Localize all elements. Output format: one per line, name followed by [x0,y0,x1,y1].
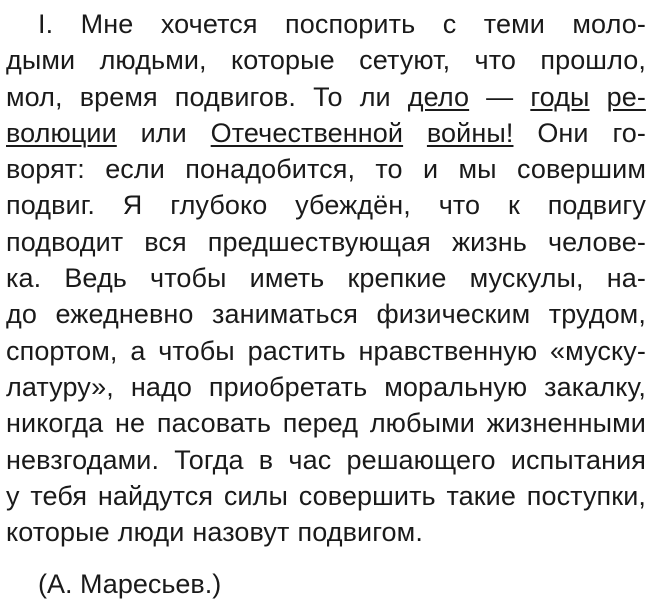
word: моло- [572,9,646,39]
word: решающего [346,444,496,475]
word: I. [38,9,54,39]
text-line [6,369,646,405]
word: го- [612,117,646,148]
word: сетуют, [359,45,451,76]
word: а [130,335,146,366]
word: физическим [376,299,531,330]
word: совершим [517,154,646,185]
word: прошло, [540,45,646,76]
word: хочется [160,9,258,39]
word: мол, [6,81,63,112]
word: подвигов. [174,81,297,112]
word: Тогда [174,444,244,475]
word: найдутся [97,480,214,511]
word: мускулы, [469,263,584,294]
word: чтобы [150,263,227,294]
word: годы [530,81,590,112]
word: что [474,45,516,76]
word: иметь [249,263,325,294]
text-line [6,333,646,369]
word: перед [282,408,359,439]
word: приобретать [208,371,368,402]
text-line [6,405,646,441]
word: час [288,444,332,475]
text-line [6,260,646,296]
text-line [6,79,646,115]
word: в [258,444,274,475]
word: закалку, [544,371,646,402]
word: чтобы [158,335,235,366]
word: жизнь [451,226,527,257]
word: мы [458,154,497,185]
word: такие [446,480,516,511]
word: которые [6,517,110,548]
text-line [6,442,646,478]
text-line [6,514,646,550]
word: что [438,190,481,221]
author-attribution: (А. Маресьев.) [38,569,222,599]
word: войны! [426,117,514,148]
word: испытания [510,444,646,475]
word: То [313,81,343,112]
word: поступки, [526,480,646,511]
word: если [105,154,165,185]
word: тебя [30,480,88,511]
word: Ведь [64,263,127,294]
text-line [6,151,646,187]
word: ежедневно [55,299,194,330]
word: ворят: [6,154,85,185]
exercise-paragraph [6,6,646,550]
word: подвиг. [6,190,95,221]
word: подвигу [547,190,646,221]
text-line [6,296,646,332]
word: никогда [6,408,104,439]
word: людьми, [99,45,207,76]
word: надо [130,371,192,402]
word: теми [483,9,545,39]
text-line [6,115,646,151]
word: растить [247,335,346,366]
text-line [6,42,646,78]
word: время [79,81,158,112]
word: пасовать [156,408,271,439]
word: убеждён, [295,190,411,221]
word: невзгодами. [6,444,160,475]
word: у [6,480,20,511]
word: ре- [606,81,646,112]
word: или [140,117,187,148]
word: которые [231,45,335,76]
word: подводит [6,226,124,257]
word: на- [606,263,646,294]
word: не [114,408,146,439]
word: волюции [6,117,117,148]
word: Я [122,190,143,221]
word: Мне [80,9,134,39]
word: заниматься [212,299,358,330]
word: назовут [192,517,290,548]
text-line [6,478,646,514]
word: совершить [298,480,436,511]
word: моральную [384,371,528,402]
word: с [442,9,457,39]
word: люди [117,517,185,548]
word: глубоко [170,190,268,221]
word: «муску- [550,335,646,366]
word: спортом, [6,335,118,366]
text-line [6,6,646,42]
word: латуру», [6,371,114,402]
word: предшествующая [207,226,431,257]
word: жизненными [486,408,646,439]
word: дело [407,81,470,112]
word: до [6,299,37,330]
word: трудом, [548,299,646,330]
word: дыми [6,45,76,76]
word: вся [144,226,187,257]
word: любыми [369,408,475,439]
word: понадобится, [185,154,356,185]
word: и [422,154,439,185]
word: поспорить [285,9,416,39]
word: — [486,81,514,112]
text-line [6,187,646,223]
word: ка. [6,263,42,294]
text-line [6,224,646,260]
word: силы [223,480,288,511]
word: к [507,190,520,221]
word: Отечественной [210,117,404,148]
word: ли [359,81,391,112]
word: подвигом. [297,517,423,548]
word: нравственную [358,335,538,366]
word: челове- [547,226,646,257]
word: то [375,154,403,185]
word: крепкие [347,263,447,294]
word: Они [537,117,589,148]
